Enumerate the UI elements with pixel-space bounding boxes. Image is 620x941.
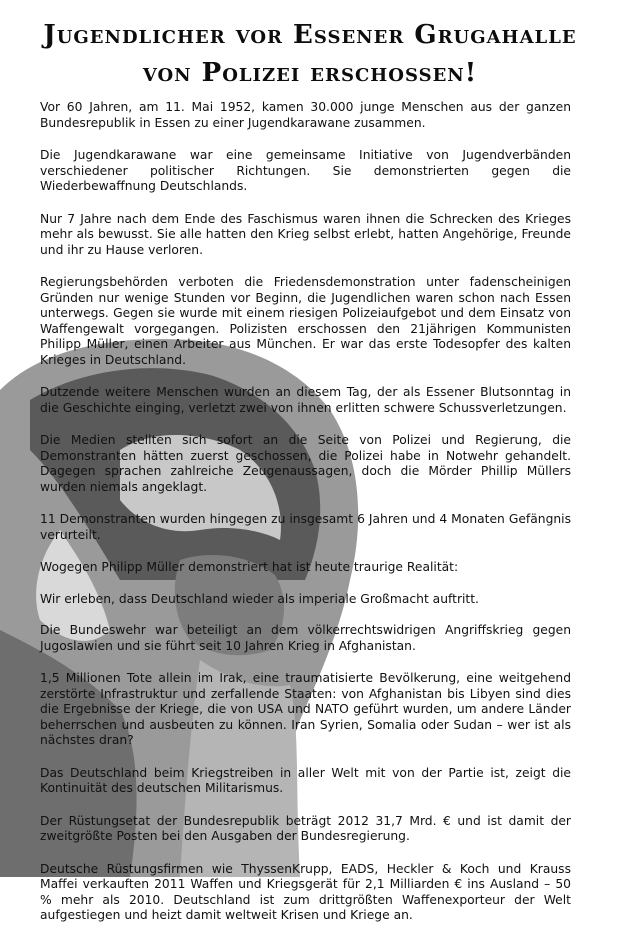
headline-line-2: von Polizei erschossen! (142, 58, 478, 88)
paragraph-7: 11 Demonstranten wurden hingegen zu insgesamt 6 Jahren und 4 Monaten Gefängnis verurteilt. (40, 512, 571, 542)
paragraph-12: Das Deutschland beim Kriegstreiben in aller Welt mit von der Partie ist, zeigt die Kontinuität des deutschen Militarismus. (40, 765, 571, 795)
paragraph-2: Die Jugendkarawane war eine gemeinsame Initiative von Jugendverbänden verschiedener politischer Richtungen. Sie demonstrierten gegen die Wiederbewaffnung Deutschlands. (40, 148, 571, 193)
paragraph-6: Die Medien stellten sich sofort an die Seite von Polizei und Regierung, die Demonstranten hätten zuerst geschossen, die Polizei habe in Notwehr gehandelt. Dagegen sprachen zahlreiche Zeugenaussagen, doch die Mörder Phillip Müllers wurden niemals angeklagt. (40, 433, 571, 494)
paragraph-4: Regierungsbehörden verboten die Friedensdemonstration unter fadenscheinigen Gründen nur wenige Stunden vor Beginn, die Jugendlichen waren schon nach Essen unterwegs. Gegen sie wurde mit einem riesigen Polizeiaufgebot und dem Einsatz von Waffengewalt vorgegangen. Polizisten erschossen den 21jährigen Kommunisten Philipp Müller, einen Arbeiter aus München. Er war das erste Todesopfer des kalten Krieges in Deutschland. (40, 275, 571, 367)
paragraph-9: Wir erleben, dass Deutschland wieder als imperiale Großmacht auftritt. (40, 591, 479, 606)
paragraph-8: Wogegen Philipp Müller demonstriert hat ist heute traurige Realität: (40, 560, 459, 574)
paragraph-14: Deutsche Rüstungsfirmen wie ThyssenKrupp, EADS, Heckler & Koch und Krauss Maffei verkauften 2011 Waffen und Kriegsgerät für 2,1 Milliarden € ins Ausland – 50 % mehr als 2010. Deutschland ist zum drittgrößten Waffenexporteur der Welt aufgestiegen und heizt damit weltweit Krisen und Kriege an. (40, 861, 571, 922)
paragraph-11: 1,5 Millionen Tote allein im Irak, eine traumatisierte Bevölkerung, eine weitgehend zerstörte Infrastruktur und zerfallende Staaten: von Afghanistan bis Libyen sind dies die Ergebnisse der Kriege, die von USA und NATO geführt wurden, um andere Länder beherrschen und ausbeuten zu können. Iran Syrien, Somalia oder Sudan – wer ist als nächstes dran? (40, 671, 571, 747)
paragraph-10: Die Bundeswehr war beteiligt an dem völkerrechtswidrigen Angriffskrieg gegen Jugoslawien und sie führt seit 10 Jahren Krieg in Afghanistan. (40, 623, 571, 653)
paragraph-3: Nur 7 Jahre nach dem Ende des Faschismus waren ihnen die Schrecken des Krieges mehr als bewusst. Sie alle hatten den Krieg selbst erlebt, hatten Angehörige, Freunde und ihr zu Hause verloren. (40, 211, 571, 257)
headline-line-1: Jugendlicher vor Essener Grugahalle (43, 20, 577, 50)
article-body (40, 100, 571, 941)
paragraph-1: Vor 60 Jahren, am 11. Mai 1952, kamen 30.000 junge Menschen aus der ganzen Bundesrepublik in Essen zu einer Jugendkarawane zusammen. (40, 100, 571, 130)
paragraph-5: Dutzende weitere Menschen wurden an diesem Tag, der als Essener Blutsonntag in die Geschichte einging, verletzt zwei von ihnen erlitten schwere Schussverletzungen. (40, 385, 571, 415)
paragraph-13: Der Rüstungsetat der Bundesrepublik beträgt 2012 31,7 Mrd. € und ist damit der zweitgrößte Posten bei den Ausgaben der Bundesregierung. (40, 813, 571, 843)
